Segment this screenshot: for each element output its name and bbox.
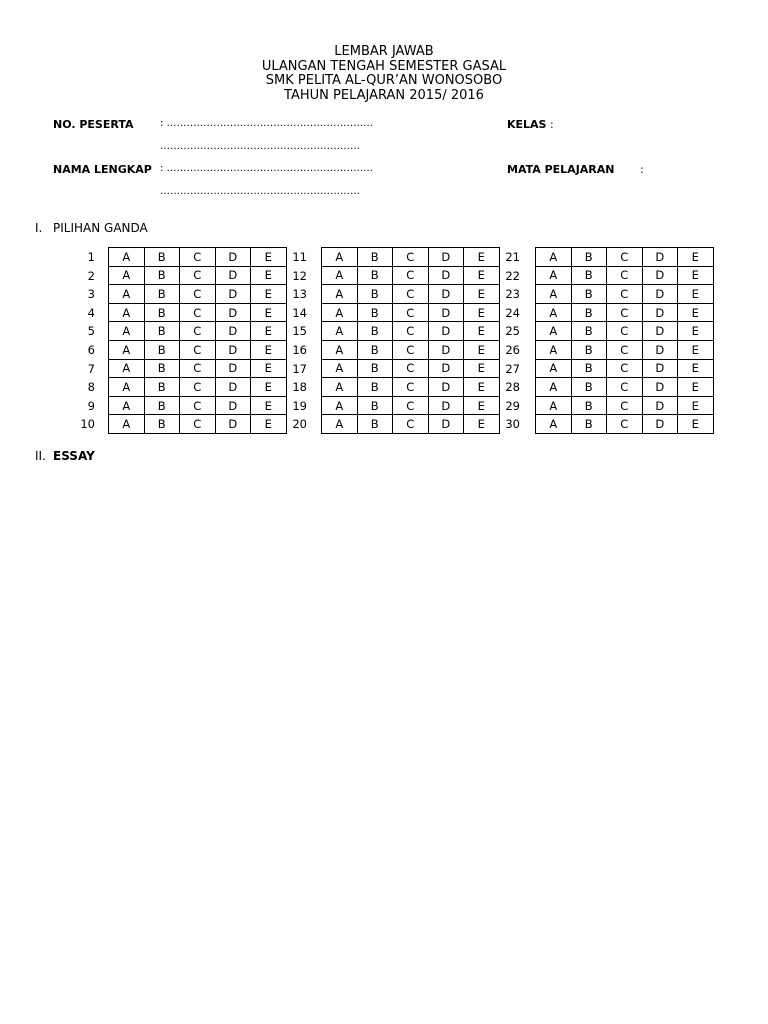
question-number: 25 <box>505 324 520 339</box>
question-number: 21 <box>505 250 520 264</box>
answer-option-c[interactable]: C <box>393 248 429 267</box>
answer-row <box>536 285 714 304</box>
nama-lengkap-label: NAMA LENGKAP <box>53 163 152 176</box>
answer-option-c[interactable]: C <box>393 396 429 415</box>
answer-option-d[interactable]: D <box>642 396 678 415</box>
answer-row <box>109 248 287 267</box>
answer-option-e[interactable]: E <box>251 248 287 267</box>
section-title: ESSAY <box>53 449 95 463</box>
answer-option-d[interactable]: D <box>428 359 464 378</box>
answer-option-a[interactable]: A <box>109 378 145 397</box>
answer-option-a[interactable]: A <box>536 266 572 285</box>
answer-option-d[interactable]: D <box>428 248 464 267</box>
answer-option-a[interactable]: A <box>109 396 145 415</box>
answer-option-b[interactable]: B <box>571 285 607 304</box>
answer-option-d[interactable]: D <box>642 322 678 341</box>
answer-option-c[interactable]: C <box>607 303 643 322</box>
answer-option-e[interactable]: E <box>251 359 287 378</box>
answer-option-c[interactable]: C <box>393 415 429 434</box>
answer-option-b[interactable]: B <box>357 378 393 397</box>
answer-option-a[interactable]: A <box>536 285 572 304</box>
answer-option-b[interactable]: B <box>571 359 607 378</box>
answer-option-d[interactable]: D <box>642 340 678 359</box>
answer-row <box>109 340 287 359</box>
answer-option-e[interactable]: E <box>251 322 287 341</box>
answer-option-d[interactable]: D <box>428 378 464 397</box>
answer-row <box>322 396 500 415</box>
answer-option-a[interactable]: A <box>322 248 358 267</box>
answer-row <box>109 266 287 285</box>
answer-row <box>109 303 287 322</box>
answer-option-d[interactable]: D <box>215 415 251 434</box>
question-number: 20 <box>292 417 307 432</box>
answer-option-e[interactable]: E <box>678 359 714 378</box>
answer-option-a[interactable]: A <box>322 285 358 304</box>
answer-option-d[interactable]: D <box>428 285 464 304</box>
answer-table <box>321 247 500 434</box>
question-number: 5 <box>87 324 95 339</box>
answer-option-b[interactable]: B <box>357 266 393 285</box>
answer-option-e[interactable]: E <box>251 415 287 434</box>
answer-row <box>322 415 500 434</box>
answer-option-e[interactable]: E <box>464 396 500 415</box>
answer-option-a[interactable]: A <box>109 248 145 267</box>
question-number: 8 <box>87 380 95 395</box>
answer-option-b[interactable]: B <box>357 359 393 378</box>
answer-option-d[interactable]: D <box>215 322 251 341</box>
kelas-field[interactable]: : <box>550 118 554 131</box>
question-number: 30 <box>505 417 520 432</box>
title-line: ULANGAN TENGAH SEMESTER GASAL <box>261 58 507 74</box>
question-number: 18 <box>292 380 307 395</box>
answer-row <box>109 285 287 304</box>
answer-option-e[interactable]: E <box>678 322 714 341</box>
answer-option-e[interactable]: E <box>678 415 714 434</box>
answer-option-c[interactable]: C <box>180 285 216 304</box>
answer-option-c[interactable]: C <box>393 359 429 378</box>
answer-option-d[interactable]: D <box>428 266 464 285</box>
question-number: 27 <box>505 361 520 376</box>
answer-row <box>322 248 500 267</box>
answer-option-b[interactable]: B <box>144 248 180 267</box>
question-number: 19 <box>292 398 307 413</box>
answer-option-b[interactable]: B <box>571 396 607 415</box>
answer-option-e[interactable]: E <box>464 378 500 397</box>
answer-option-c[interactable]: C <box>607 340 643 359</box>
answer-option-d[interactable]: D <box>428 303 464 322</box>
question-number: 11 <box>292 250 307 264</box>
question-number: 7 <box>87 361 95 376</box>
answer-option-a[interactable]: A <box>536 359 572 378</box>
answer-option-e[interactable]: E <box>464 322 500 341</box>
question-number: 13 <box>292 287 307 302</box>
title-line: SMK PELITA AL-QUR’AN WONOSOBO <box>265 73 503 88</box>
answer-option-a[interactable]: A <box>109 322 145 341</box>
answer-option-a[interactable]: A <box>322 359 358 378</box>
answer-option-d[interactable]: D <box>215 396 251 415</box>
answer-option-e[interactable]: E <box>464 359 500 378</box>
answer-option-e[interactable]: E <box>464 285 500 304</box>
answer-option-d[interactable]: D <box>642 415 678 434</box>
answer-row <box>109 359 287 378</box>
answer-option-d[interactable]: D <box>215 266 251 285</box>
answer-option-e[interactable]: E <box>464 266 500 285</box>
question-number: 16 <box>292 343 307 357</box>
answer-row <box>109 415 287 434</box>
question-number: 2 <box>87 268 95 283</box>
question-number: 22 <box>505 268 520 283</box>
answer-option-e[interactable]: E <box>464 248 500 267</box>
answer-option-a[interactable]: A <box>322 340 358 359</box>
answer-option-b[interactable]: B <box>357 340 393 359</box>
answer-row <box>322 266 500 285</box>
answer-option-d[interactable]: D <box>215 303 251 322</box>
answer-option-b[interactable]: B <box>144 378 180 397</box>
question-number: 4 <box>87 305 95 320</box>
answer-row <box>536 359 714 378</box>
answer-option-d[interactable]: D <box>642 378 678 397</box>
answer-option-b[interactable]: B <box>357 415 393 434</box>
question-number: 12 <box>292 268 307 283</box>
answer-option-b[interactable]: B <box>357 303 393 322</box>
section-number: I. <box>35 221 43 235</box>
answer-option-a[interactable]: A <box>536 322 572 341</box>
question-number: 6 <box>87 343 95 357</box>
answer-option-c[interactable]: C <box>393 322 429 341</box>
question-number: 28 <box>505 380 520 395</box>
answer-option-e[interactable]: E <box>678 378 714 397</box>
answer-option-e[interactable]: E <box>251 340 287 359</box>
answer-option-a[interactable]: A <box>322 396 358 415</box>
question-number: 26 <box>505 343 520 357</box>
answer-option-c[interactable]: C <box>607 285 643 304</box>
answer-option-d[interactable]: D <box>642 303 678 322</box>
kelas-label: KELAS <box>507 118 547 131</box>
answer-option-b[interactable]: B <box>144 396 180 415</box>
answer-option-c[interactable]: C <box>607 266 643 285</box>
answer-option-b[interactable]: B <box>144 285 180 304</box>
section-essay <box>35 449 95 463</box>
answer-option-a[interactable]: A <box>536 340 572 359</box>
answer-row <box>536 396 714 415</box>
answer-option-b[interactable]: B <box>357 248 393 267</box>
answer-option-b[interactable]: B <box>144 322 180 341</box>
answer-option-a[interactable]: A <box>322 266 358 285</box>
answer-option-e[interactable]: E <box>678 303 714 322</box>
answer-option-d[interactable]: D <box>428 340 464 359</box>
answer-option-d[interactable]: D <box>215 248 251 267</box>
answer-option-e[interactable]: E <box>251 396 287 415</box>
answer-option-a[interactable]: A <box>536 396 572 415</box>
answer-option-b[interactable]: B <box>144 303 180 322</box>
answer-row <box>109 378 287 397</box>
answer-option-a[interactable]: A <box>109 340 145 359</box>
section-number: II. <box>35 449 46 463</box>
answer-row <box>322 378 500 397</box>
answer-option-b[interactable]: B <box>571 266 607 285</box>
answer-option-b[interactable]: B <box>144 340 180 359</box>
answer-option-d[interactable]: D <box>215 285 251 304</box>
document-title <box>0 45 768 103</box>
answer-row <box>536 340 714 359</box>
question-number: 29 <box>505 398 520 413</box>
answer-option-b[interactable]: B <box>571 378 607 397</box>
answer-option-a[interactable]: A <box>109 303 145 322</box>
answer-option-c[interactable]: C <box>180 415 216 434</box>
answer-row <box>536 303 714 322</box>
answer-option-b[interactable]: B <box>357 322 393 341</box>
answer-option-b[interactable]: B <box>571 415 607 434</box>
answer-option-c[interactable]: C <box>180 248 216 267</box>
answer-option-c[interactable]: C <box>393 378 429 397</box>
answer-option-d[interactable]: D <box>642 266 678 285</box>
answer-option-c[interactable]: C <box>180 322 216 341</box>
answer-option-b[interactable]: B <box>144 415 180 434</box>
answer-option-b[interactable]: B <box>571 248 607 267</box>
answer-option-c[interactable]: C <box>607 378 643 397</box>
answer-option-a[interactable]: A <box>536 248 572 267</box>
answer-option-b[interactable]: B <box>571 303 607 322</box>
answer-option-c[interactable]: C <box>393 303 429 322</box>
answer-option-b[interactable]: B <box>571 322 607 341</box>
answer-option-e[interactable]: E <box>464 340 500 359</box>
answer-row <box>322 359 500 378</box>
answer-option-a[interactable]: A <box>536 303 572 322</box>
no-peserta-field[interactable]: : …………………………………………………….. <box>160 118 373 129</box>
answer-option-d[interactable]: D <box>215 359 251 378</box>
no-peserta-label: NO. PESERTA <box>53 118 134 131</box>
answer-option-e[interactable]: E <box>678 396 714 415</box>
mata-pelajaran-field[interactable]: : <box>640 163 644 176</box>
answer-option-c[interactable]: C <box>607 396 643 415</box>
question-number: 9 <box>87 398 95 413</box>
answer-option-a[interactable]: A <box>536 378 572 397</box>
answer-option-b[interactable]: B <box>144 359 180 378</box>
answer-option-c[interactable]: C <box>180 378 216 397</box>
answer-option-b[interactable]: B <box>571 340 607 359</box>
answer-option-d[interactable]: D <box>215 378 251 397</box>
question-number: 23 <box>505 287 520 302</box>
answer-option-b[interactable]: B <box>144 266 180 285</box>
answer-row <box>536 266 714 285</box>
title-line: TAHUN PELAJARAN 2015/ 2016 <box>284 87 484 103</box>
answer-option-e[interactable]: E <box>464 415 500 434</box>
section-title: PILIHAN GANDA <box>53 221 148 235</box>
answer-option-c[interactable]: C <box>180 303 216 322</box>
section-pilihan-ganda <box>35 221 148 235</box>
nama-lengkap-field[interactable]: : …………………………………………………….. <box>160 163 373 174</box>
answer-option-d[interactable]: D <box>428 415 464 434</box>
answer-option-c[interactable]: C <box>607 322 643 341</box>
question-number: 1 <box>87 250 95 264</box>
answer-option-e[interactable]: E <box>251 266 287 285</box>
answer-option-c[interactable]: C <box>393 266 429 285</box>
answer-option-c[interactable]: C <box>607 415 643 434</box>
answer-option-e[interactable]: E <box>251 303 287 322</box>
answer-row <box>536 378 714 397</box>
answer-option-e[interactable]: E <box>251 285 287 304</box>
answer-row <box>109 396 287 415</box>
answer-table <box>108 247 287 434</box>
answer-row <box>322 340 500 359</box>
answer-option-d[interactable]: D <box>428 322 464 341</box>
answer-option-a[interactable]: A <box>322 303 358 322</box>
answer-option-a[interactable]: A <box>322 322 358 341</box>
answer-option-e[interactable]: E <box>678 340 714 359</box>
mata-pelajaran-label: MATA PELAJARAN <box>507 163 615 176</box>
answer-option-a[interactable]: A <box>322 415 358 434</box>
answer-option-c[interactable]: C <box>393 340 429 359</box>
answer-row <box>109 322 287 341</box>
answer-row <box>536 322 714 341</box>
answer-option-c[interactable]: C <box>607 248 643 267</box>
answer-option-c[interactable]: C <box>393 285 429 304</box>
answer-option-e[interactable]: E <box>678 285 714 304</box>
answer-table <box>535 247 714 434</box>
title-line: LEMBAR JAWAB <box>334 44 434 59</box>
answer-option-d[interactable]: D <box>642 248 678 267</box>
answer-option-b[interactable]: B <box>357 285 393 304</box>
answer-option-e[interactable]: E <box>678 248 714 267</box>
answer-option-a[interactable]: A <box>322 378 358 397</box>
question-number: 3 <box>87 287 95 302</box>
answer-option-a[interactable]: A <box>109 415 145 434</box>
answer-option-c[interactable]: C <box>607 359 643 378</box>
answer-option-d[interactable]: D <box>642 285 678 304</box>
answer-row <box>322 303 500 322</box>
answer-option-e[interactable]: E <box>464 303 500 322</box>
nama-lengkap-field-line2[interactable]: …………………………………………………… <box>160 186 360 197</box>
answer-row <box>536 248 714 267</box>
answer-option-c[interactable]: C <box>180 340 216 359</box>
answer-option-e[interactable]: E <box>678 266 714 285</box>
question-number: 15 <box>292 324 307 339</box>
answer-row <box>536 415 714 434</box>
question-number: 17 <box>292 361 307 376</box>
answer-option-c[interactable]: C <box>180 359 216 378</box>
question-number: 24 <box>505 305 520 320</box>
answer-option-d[interactable]: D <box>642 359 678 378</box>
answer-option-e[interactable]: E <box>251 378 287 397</box>
answer-option-a[interactable]: A <box>109 285 145 304</box>
answer-option-a[interactable]: A <box>109 359 145 378</box>
answer-row <box>322 285 500 304</box>
question-number: 14 <box>292 305 307 320</box>
no-peserta-field-line2[interactable]: …………………………………………………… <box>160 141 360 152</box>
answer-option-c[interactable]: C <box>180 266 216 285</box>
question-number: 10 <box>80 417 95 432</box>
answer-option-c[interactable]: C <box>180 396 216 415</box>
answer-option-b[interactable]: B <box>357 396 393 415</box>
answer-option-a[interactable]: A <box>109 266 145 285</box>
answer-option-d[interactable]: D <box>215 340 251 359</box>
answer-row <box>322 322 500 341</box>
answer-option-a[interactable]: A <box>536 415 572 434</box>
answer-option-d[interactable]: D <box>428 396 464 415</box>
